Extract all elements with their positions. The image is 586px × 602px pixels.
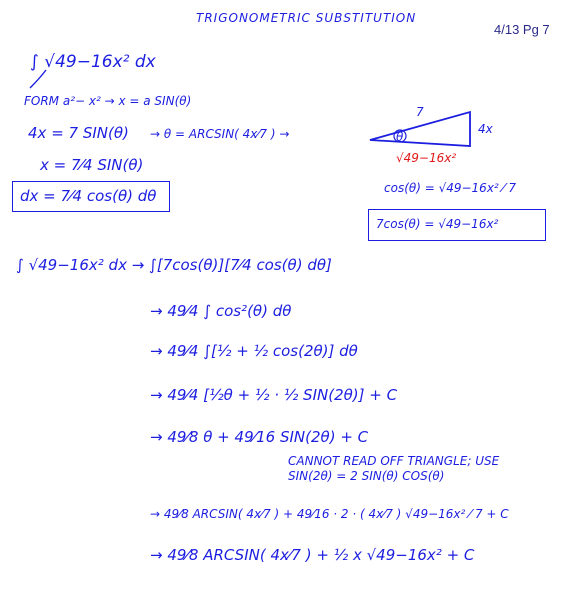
step-2: → 49⁄4 ∫ cos²(θ) dθ — [150, 302, 292, 320]
step-6: → 49⁄8 ARCSIN( 4x⁄7 ) + 49⁄16 · 2 · ( 4x⁄7 ) √49−16x² ⁄ 7 + C — [150, 507, 509, 521]
equation-4x: 4x = 7 SIN(θ) — [28, 124, 129, 142]
adjacent-label: √49−16x² — [396, 151, 457, 165]
theta-label: θ — [396, 130, 404, 144]
step-7: → 49⁄8 ARCSIN( 4x⁄7 ) + ½ x √49−16x² + C — [150, 546, 475, 564]
theta-arcsin: → θ = ARCSIN( 4x⁄7 ) → — [150, 127, 290, 141]
step-4: → 49⁄4 [½θ + ½ · ½ SIN(2θ)] + C — [150, 386, 398, 404]
step-5: → 49⁄8 θ + 49⁄16 SIN(2θ) + C — [150, 428, 369, 446]
pointer-arrow — [30, 70, 46, 88]
note-cannot-read: CANNOT READ OFF TRIANGLE; USE — [288, 454, 500, 468]
dx-expression: dx = 7⁄4 cos(θ) dθ — [20, 187, 157, 205]
equation-x: x = 7⁄4 SIN(θ) — [40, 156, 144, 174]
original-integral: ∫ √49−16x² dx — [30, 52, 156, 72]
opposite-label: 4x — [478, 122, 493, 136]
step-3: → 49⁄4 ∫[½ + ½ cos(2θ)] dθ — [150, 342, 358, 360]
page-title: TRIGONOMETRIC SUBSTITUTION — [196, 11, 417, 25]
cos-relation: cos(θ) = √49−16x² ⁄ 7 — [384, 181, 516, 195]
note-sin-identity: SIN(2θ) = 2 SIN(θ) COS(θ) — [288, 469, 445, 483]
hypotenuse-label: 7 — [416, 105, 424, 119]
date-page-label: 4/13 Pg 7 — [494, 22, 550, 37]
cos-box-text: 7cos(θ) = √49−16x² — [376, 217, 499, 231]
step-1: ∫ √49−16x² dx → ∫[7cos(θ)][7⁄4 cos(θ) dθ] — [16, 256, 332, 274]
form-note: FORM a²− x² → x = a SIN(θ) — [24, 94, 192, 108]
